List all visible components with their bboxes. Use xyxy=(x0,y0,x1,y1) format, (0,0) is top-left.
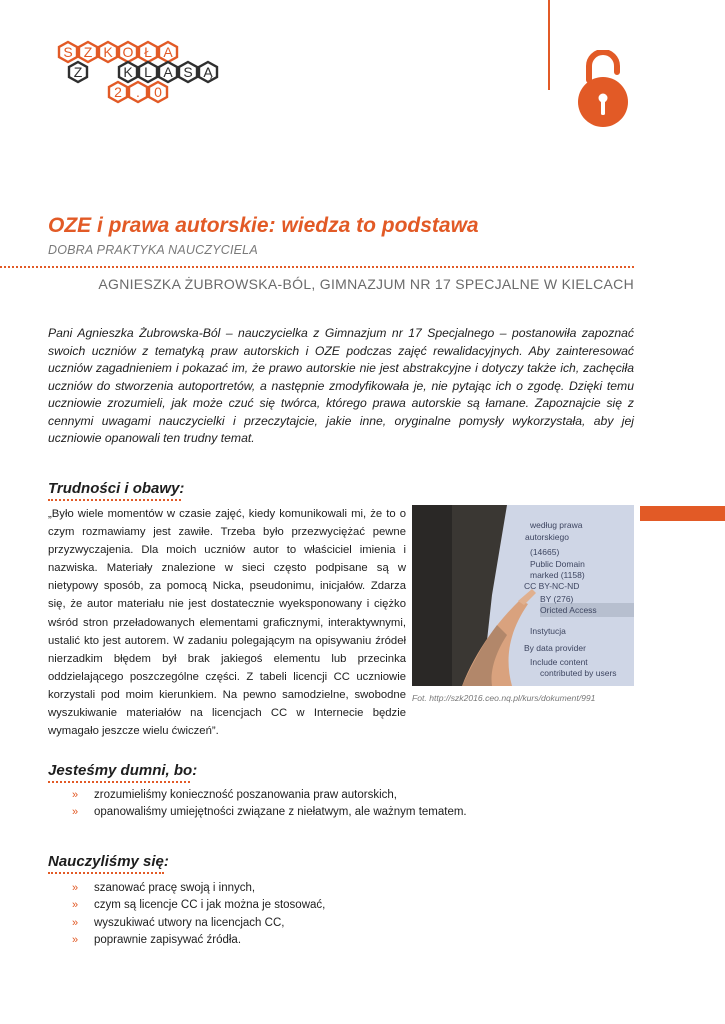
page-title: OZE i prawa autorskie: wiedza to podstawa xyxy=(48,214,479,237)
list-item xyxy=(72,915,325,932)
list-item-text: szanować pracę swoją i innych, xyxy=(94,882,256,894)
logo-letter: Ł xyxy=(144,44,152,60)
chevron-bullet-icon: » xyxy=(72,806,79,819)
heading-underline xyxy=(48,499,181,501)
logo-letter: S xyxy=(183,64,193,80)
photo-caption: Fot. http://szk2016.ceo.nq.pl/kurs/dokument/991 xyxy=(412,693,596,703)
open-padlock-icon xyxy=(575,50,631,128)
logo-letter: . xyxy=(136,84,140,100)
logo-letter: Z xyxy=(83,44,93,60)
logo-letter: S xyxy=(63,44,73,60)
logo-letter: 2 xyxy=(114,84,122,100)
chevron-bullet-icon: » xyxy=(72,789,79,801)
author-line: AGNIESZKA ŻUBROWSKA-BÓL, GIMNAZJUM NR 17 SPECJALNE W KIELCACH xyxy=(98,276,634,292)
screen-text: Public Domain xyxy=(530,559,585,569)
screen-text: autorskiego xyxy=(525,532,569,542)
section-heading-learned: Nauczyliśmy się: xyxy=(48,853,169,870)
logo-letter: A xyxy=(163,64,173,80)
logo-row-2 xyxy=(69,62,217,82)
logo-letter: K xyxy=(123,64,133,80)
logo-letter: K xyxy=(103,44,113,60)
chevron-bullet-icon: » xyxy=(72,916,79,929)
section-heading-proud: Jesteśmy dumni, bo: xyxy=(48,762,198,779)
chevron-bullet-icon: » xyxy=(72,882,79,894)
screen-text: Oricted Access xyxy=(540,605,597,615)
chevron-bullet-icon: » xyxy=(72,934,79,947)
screen-text: CC BY-NC-ND xyxy=(524,581,580,591)
logo-letter: Z xyxy=(73,64,83,80)
proud-list xyxy=(72,787,467,822)
logo-row-1 xyxy=(59,42,177,62)
screen-text: contributed by users xyxy=(540,668,617,678)
szkola-z-klasa-logo xyxy=(50,40,255,122)
logo-letter: O xyxy=(122,44,134,60)
dotted-divider xyxy=(0,266,634,268)
logo-letter: Ą xyxy=(203,64,213,80)
learned-list xyxy=(72,880,325,950)
list-item xyxy=(72,897,325,914)
photo-illustration xyxy=(412,505,634,686)
list-item xyxy=(72,932,325,949)
section-heading-difficulties: Trudności i obawy: xyxy=(48,480,185,497)
intro-paragraph: Pani Agnieszka Żubrowska-Ból – nauczycielka z Gimnazjum nr 17 Specjalnego – postanowiła zapoznać swoich uczniów z tematyką praw autorskich i OZE podczas zajęć rewalidacyjnych. Aby zainteresować uczniów zagadnieniem i pokazać im, że prawo autorskie nie jest abstrakcyjne i dotyczy także ich, zachęciła uczniów do stworzenia autoportretów, a następnie zmodyfikowała je, nie pytając ich o zgodę. Dzięki temu uczniowie zrozumieli, jak może czuć się twórca, którego prawa autorskie są łamane. Zapoznajcie się z cennymi uwagami nauczycielki i przeczytajcie, jakie inne, oryginalne pomysły wykorzystała, aby jej uczniowie opanowali ten trudny temat. xyxy=(48,326,634,445)
list-item xyxy=(72,787,467,804)
screen-text: marked (1158) xyxy=(530,570,585,580)
side-accent-tab xyxy=(640,506,725,521)
heading-underline xyxy=(48,872,164,874)
list-item-text: wyszukiwać utwory na licencjach CC, xyxy=(94,916,285,929)
screen-text: BY (276) xyxy=(540,594,574,604)
list-item xyxy=(72,880,325,897)
logo-letter: L xyxy=(144,64,152,80)
list-item xyxy=(72,804,467,821)
chevron-bullet-icon: » xyxy=(72,899,79,912)
list-item-text: opanowaliśmy umiejętności związane z niełatwym, ale ważnym tematem. xyxy=(94,806,467,819)
header-divider-line xyxy=(548,0,550,90)
logo-letter: 0 xyxy=(154,84,162,100)
screen-text: według prawa xyxy=(530,520,583,530)
logo-row-3 xyxy=(109,82,167,102)
logo-letter: A xyxy=(163,44,173,60)
list-item-text: poprawnie zapisywać źródła. xyxy=(94,934,242,947)
classroom-photo xyxy=(412,505,634,686)
page-subtitle: DOBRA PRAKTYKA NAUCZYCIELA xyxy=(48,243,258,257)
teacher-quote: „Było wiele momentów w czasie zajęć, kiedy komunikowali mi, że to o czym rozmawiamy jest zawiłe. Trzeba było przezwyciężać pewne przyzwyczajenia. Dla moich uczniów autor to właściciel imienia i nazwiska. Materiały znalezione w sieci często podpisane są w nietypowy sposób, za pomocą Nicka, pseudonimu, inicjałów. Zdarza się, że autor materiału nie jest dostatecznie wyeksponowany i ciężko wśród stron przeładowanych elementami graficznymi, interaktywnymi, ustalić kto jest autorem. W zadaniu polegającym na opisywaniu źródeł nierzadkim błędem był brak jakiegoś elementu lub przecinka oddzielającego poszczególne części. Z tabeli licencji CC uczniowie korzystali pod moim kierunkiem. Na pewno samodzielne, swobodne wyszukiwanie materiałów na licencjach CC w Internecie będzie wymagało jeszcze wielu ćwiczeń”. xyxy=(48,508,406,738)
list-item-text: czym są licencje CC i jak można je stosować, xyxy=(94,899,326,912)
heading-underline xyxy=(48,781,190,783)
list-item-text: zrozumieliśmy konieczność poszanowania praw autorskich, xyxy=(94,789,397,801)
screen-text: Instytucja xyxy=(530,626,566,636)
screen-text: (14665) xyxy=(530,547,560,557)
screen-text: Include content xyxy=(530,657,588,667)
screen-text: By data provider xyxy=(524,643,586,653)
